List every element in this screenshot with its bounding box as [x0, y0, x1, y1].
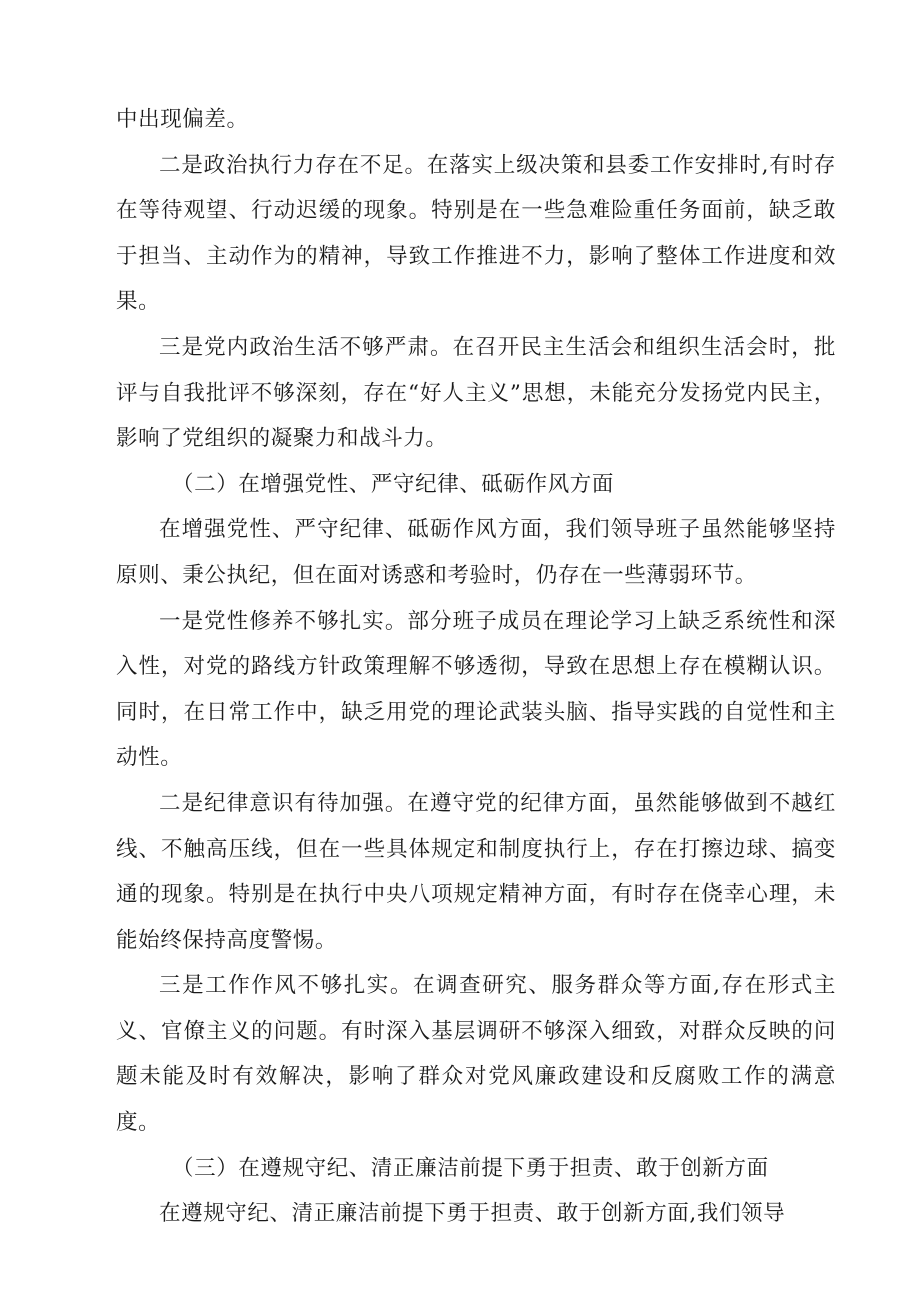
section-heading-3: （三）在遵规守纪、清正廉洁前提下勇于担责、敢于创新方面 [172, 1155, 769, 1181]
paragraph-work-style: 三是工作作风不够扎实。在调查研究、服务群众等方面,存在形式主义、官僚主义的问题。有时深入基层调研不够深入细致，对群众反映的问题未能及时有效解决，影响了群众对党风廉政建设和反腐败工作的满意度。 [116, 973, 836, 1136]
paragraph-section-2-intro: 在增强党性、严守纪律、砥砺作风方面，我们领导班子虽然能够坚持原则、秉公执纪，但在面对诱惑和考验时，仍存在一些薄弱环节。 [116, 517, 836, 588]
paragraph-section-3-intro: 在遵规守纪、清正廉洁前提下勇于担责、敢于创新方面,我们领导 [159, 1201, 786, 1227]
paragraph-political-execution: 二是政治执行力存在不足。在落实上级决策和县委工作安排时,有时存在等待观望、行动迟缓的现象。特别是在一些急难险重任务面前，缺乏敢于担当、主动作为的精神，导致工作推进不力，影响了整体工作进度和效果。 [116, 152, 836, 315]
paragraph-continuation: 中出现偏差。 [116, 107, 249, 132]
paragraph-party-spirit: 一是党性修养不够扎实。部分班子成员在理论学习上缺乏系统性和深入性，对党的路线方针政策理解不够透彻，导致在思想上存在模糊认识。同时，在日常工作中，缺乏用党的理论武装头脑、指导实践的自觉性和主动性。 [116, 608, 836, 771]
paragraph-discipline-awareness: 二是纪律意识有待加强。在遵守党的纪律方面，虽然能够做到不越红线、不触高压线，但在一些具体规定和制度执行上，存在打擦边球、搞变通的现象。特别是在执行中央八项规定精神方面，有时存在侥幸心理，未能始终保持高度警惕。 [116, 790, 836, 953]
paragraph-party-political-life: 三是党内政治生活不够严肃。在召开民主生活会和组织生活会时，批评与自我批评不够深刻，存在“好人主义”思想，未能充分发扬党内民主，影响了党组织的凝聚力和战斗力。 [116, 334, 836, 452]
section-heading-2: （二）在增强党性、严守纪律、砥砺作风方面 [172, 471, 615, 497]
document-body [116, 97, 836, 1237]
